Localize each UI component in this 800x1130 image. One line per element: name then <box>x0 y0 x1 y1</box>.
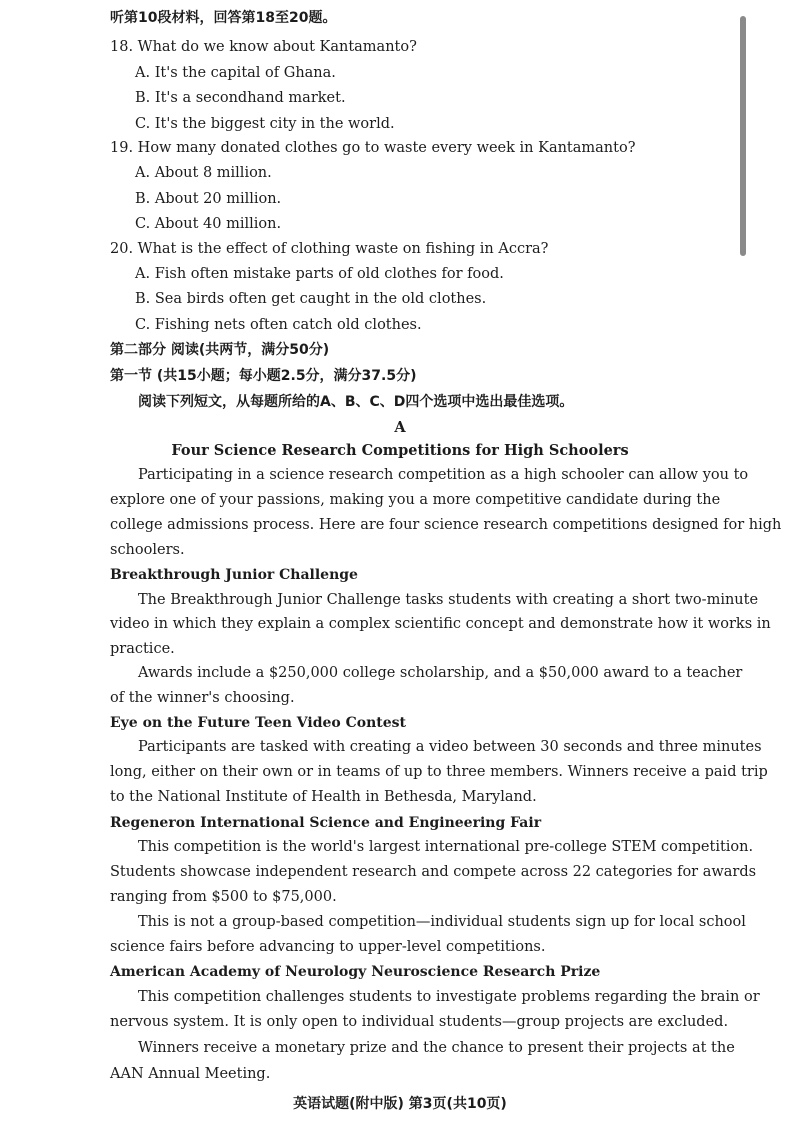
question-19-option-b: B. About 20 million. <box>135 191 282 207</box>
breakthrough-line-2: video in which they explain a complex scientific concept and demonstrate how it works in <box>110 616 771 632</box>
question-20-option-a: A. Fish often mistake parts of old clothes for food. <box>135 266 504 282</box>
question-20-option-c: C. Fishing nets often catch old clothes. <box>135 317 422 333</box>
breakthrough-line-1: The Breakthrough Junior Challenge tasks students with creating a short two-minute <box>138 592 759 608</box>
page-footer: 英语试题(附中版) 第3页(共10页) <box>293 1096 507 1112</box>
scrollbar[interactable] <box>740 16 746 256</box>
breakthrough-line-3: practice. <box>110 641 175 657</box>
regeneron-line-2: Students showcase independent research and compete across 22 categories for awards <box>110 864 757 880</box>
section-heading-aan: American Academy of Neurology Neuroscience Research Prize <box>110 964 601 980</box>
breakthrough-line-4: Awards include a $250,000 college scholarship, and a $50,000 award to a teacher <box>138 665 743 681</box>
question-19-option-a: A. About 8 million. <box>135 165 272 181</box>
passage-letter: A <box>394 419 406 436</box>
eye-line-1: Participants are tasked with creating a video between 30 seconds and three minutes <box>138 739 762 755</box>
question-20-option-b: B. Sea birds often get caught in the old clothes. <box>135 291 487 307</box>
aan-line-4: AAN Annual Meeting. <box>110 1066 271 1082</box>
section-heading-regeneron: Regeneron International Science and Engineering Fair <box>110 815 542 831</box>
question-18-stem: 18. What do we know about Kantamanto? <box>110 39 417 55</box>
question-18-option-a: A. It's the capital of Ghana. <box>135 65 336 81</box>
question-18-option-c: C. It's the biggest city in the world. <box>135 116 395 132</box>
intro-line-2: explore one of your passions, making you a more competitive candidate during the <box>110 492 721 508</box>
eye-line-3: to the National Institute of Health in Bethesda, Maryland. <box>110 789 537 805</box>
intro-line-3: college admissions process. Here are four science research competitions designed for high <box>110 517 782 533</box>
regeneron-line-1: This competition is the world's largest international pre-college STEM competition. <box>138 839 754 855</box>
regeneron-line-4: This is not a group-based competition—individual students sign up for local school <box>138 914 746 930</box>
question-20-stem: 20. What is the effect of clothing waste on fishing in Accra? <box>110 241 549 257</box>
section-heading-breakthrough: Breakthrough Junior Challenge <box>110 567 358 583</box>
regeneron-line-3: ranging from $500 to $75,000. <box>110 889 337 905</box>
regeneron-line-5: science fairs before advancing to upper-level competitions. <box>110 939 546 955</box>
intro-line-1: Participating in a science research competition as a high schooler can allow you to <box>138 467 749 483</box>
part2-title: 第二部分 阅读(共两节，满分50分) <box>110 342 330 358</box>
reading-instruction: 阅读下列短文，从每题所给的A、B、C、D四个选项中选出最佳选项。 <box>138 394 574 410</box>
question-19-option-c: C. About 40 million. <box>135 216 282 232</box>
section-heading-eye-on-future: Eye on the Future Teen Video Contest <box>110 715 406 731</box>
aan-line-1: This competition challenges students to investigate problems regarding the brain or <box>138 989 760 1005</box>
eye-line-2: long, either on their own or in teams of up to three members. Winners receive a paid trip <box>110 764 768 780</box>
intro-line-4: schoolers. <box>110 542 185 558</box>
aan-line-3: Winners receive a monetary prize and the chance to present their projects at the <box>138 1040 735 1056</box>
question-19-stem: 19. How many donated clothes go to waste every week in Kantamanto? <box>110 140 636 156</box>
section1-title: 第一节 (共15小题；每小题2.5分，满分37.5分) <box>110 368 417 384</box>
passage-title: Four Science Research Competitions for High Schoolers <box>171 442 629 459</box>
question-18-option-b: B. It's a secondhand market. <box>135 90 346 106</box>
breakthrough-line-5: of the winner's choosing. <box>110 690 295 706</box>
aan-line-2: nervous system. It is only open to individual students—group projects are excluded. <box>110 1014 729 1030</box>
listening-intro: 听第10段材料，回答第18至20题。 <box>110 10 337 26</box>
